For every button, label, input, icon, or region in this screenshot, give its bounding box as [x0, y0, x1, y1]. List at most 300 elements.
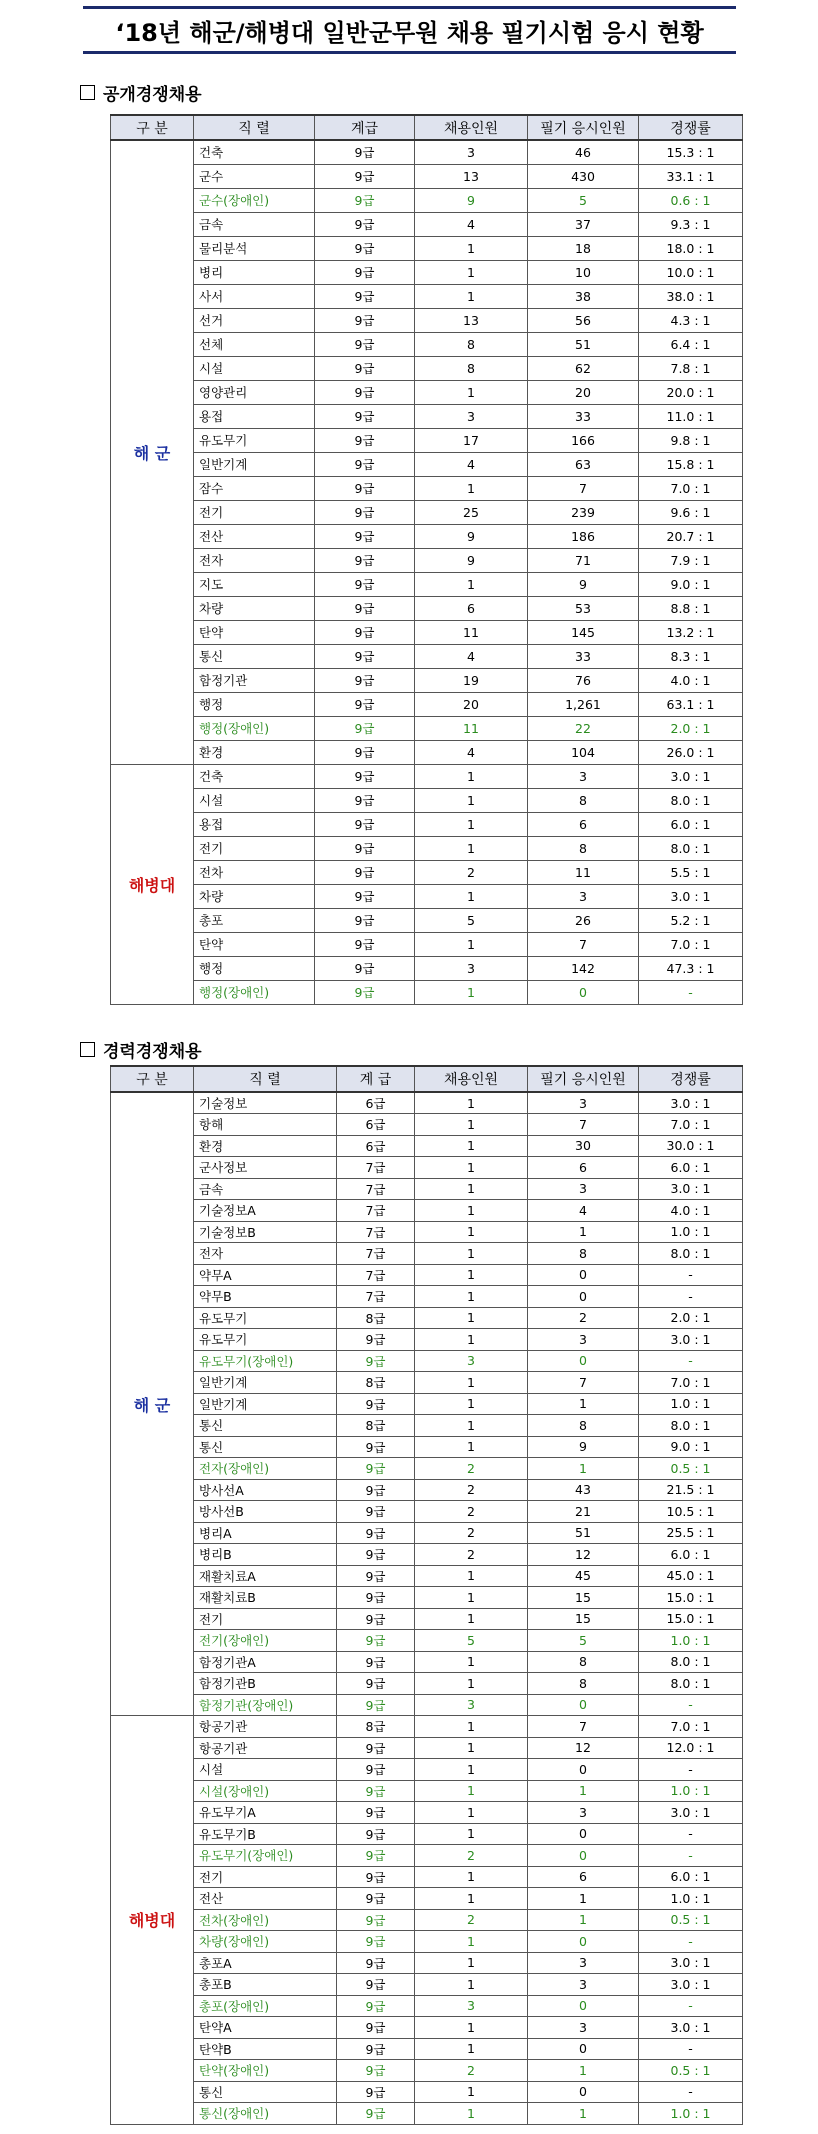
competition-ratio-cell: -	[639, 1350, 743, 1372]
hire-count-cell: 13	[415, 164, 528, 188]
hire-count-cell: 1	[415, 812, 528, 836]
hire-count-cell: 1	[415, 1221, 528, 1243]
grade-cell: 9급	[315, 356, 415, 380]
table-row	[111, 1716, 743, 1738]
competition-ratio-cell: 3.0 : 1	[639, 1329, 743, 1351]
table-row	[111, 1565, 743, 1587]
job-cell: 시설	[194, 356, 315, 380]
column-header: 필기 응시인원	[528, 1066, 639, 1092]
job-cell: 기술정보B	[194, 1221, 337, 1243]
table-row	[111, 524, 743, 548]
grade-cell: 9급	[337, 1651, 415, 1673]
table-row	[111, 1608, 743, 1630]
table-row	[111, 1694, 743, 1716]
competition-ratio-cell: 6.4 : 1	[639, 332, 743, 356]
grade-cell: 9급	[315, 524, 415, 548]
job-cell: 군수	[194, 164, 315, 188]
competition-ratio-cell: 8.0 : 1	[639, 836, 743, 860]
applicant-count-cell: 430	[528, 164, 639, 188]
table-row	[111, 716, 743, 740]
applicant-count-cell: 0	[528, 1931, 639, 1953]
hire-count-cell: 9	[415, 548, 528, 572]
table-row	[111, 1952, 743, 1974]
applicant-count-cell: 0	[528, 1350, 639, 1372]
table-row	[111, 1759, 743, 1781]
hire-count-cell: 1	[415, 284, 528, 308]
grade-cell: 9급	[337, 2038, 415, 2060]
competition-ratio-cell: 33.1 : 1	[639, 164, 743, 188]
table-row	[111, 452, 743, 476]
job-cell: 전기	[194, 500, 315, 524]
grade-cell: 9급	[315, 596, 415, 620]
competition-ratio-cell: 5.2 : 1	[639, 908, 743, 932]
applicant-count-cell: 10	[528, 260, 639, 284]
hire-count-cell: 9	[415, 524, 528, 548]
hire-count-cell: 1	[415, 1823, 528, 1845]
applicant-count-cell: 9	[528, 1436, 639, 1458]
applicant-count-cell: 3	[528, 1974, 639, 1996]
applicant-count-cell: 4	[528, 1200, 639, 1222]
table-row	[111, 1544, 743, 1566]
competition-ratio-cell: 4.0 : 1	[639, 668, 743, 692]
table-row	[111, 1243, 743, 1265]
table-row	[111, 644, 743, 668]
job-cell: 시설(장애인)	[194, 1780, 337, 1802]
applicant-count-cell: 104	[528, 740, 639, 764]
grade-cell: 9급	[337, 1909, 415, 1931]
table-row	[111, 908, 743, 932]
job-cell: 차량	[194, 884, 315, 908]
hire-count-cell: 1	[415, 980, 528, 1004]
table-row	[111, 548, 743, 572]
grade-cell: 9급	[315, 548, 415, 572]
applicant-count-cell: 37	[528, 212, 639, 236]
hire-count-cell: 6	[415, 596, 528, 620]
grade-cell: 9급	[315, 980, 415, 1004]
competition-ratio-cell: 18.0 : 1	[639, 236, 743, 260]
job-cell: 전차(장애인)	[194, 1909, 337, 1931]
grade-cell: 9급	[337, 2017, 415, 2039]
applicant-count-cell: 3	[528, 764, 639, 788]
applicant-count-cell: 142	[528, 956, 639, 980]
hire-count-cell: 1	[415, 380, 528, 404]
applicant-count-cell: 6	[528, 812, 639, 836]
table-row	[111, 1780, 743, 1802]
applicant-count-cell: 8	[528, 1651, 639, 1673]
competition-ratio-cell: 10.5 : 1	[639, 1501, 743, 1523]
hire-count-cell: 1	[415, 236, 528, 260]
job-cell: 유도무기A	[194, 1802, 337, 1824]
grade-cell: 9급	[337, 1608, 415, 1630]
table-row	[111, 1845, 743, 1867]
competition-ratio-cell: 1.0 : 1	[639, 1888, 743, 1910]
hire-count-cell: 3	[415, 140, 528, 164]
competition-ratio-cell: 0.5 : 1	[639, 1909, 743, 1931]
column-header: 구 분	[111, 115, 194, 140]
applicant-count-cell: 186	[528, 524, 639, 548]
applicant-count-cell: 56	[528, 308, 639, 332]
grade-cell: 7급	[337, 1286, 415, 1308]
job-cell: 항공기관	[194, 1716, 337, 1738]
grade-cell: 9급	[337, 1974, 415, 1996]
grade-cell: 9급	[337, 1952, 415, 1974]
applicant-count-cell: 0	[528, 980, 639, 1004]
applicant-count-cell: 51	[528, 332, 639, 356]
grade-cell: 9급	[315, 380, 415, 404]
job-cell: 전자	[194, 1243, 337, 1265]
job-cell: 함정기관(장애인)	[194, 1694, 337, 1716]
applicant-count-cell: 0	[528, 1264, 639, 1286]
group-cell: 해병대	[111, 764, 194, 1004]
column-header: 계급	[315, 115, 415, 140]
table-row	[111, 2081, 743, 2103]
job-cell: 재활치료A	[194, 1565, 337, 1587]
table-row	[111, 404, 743, 428]
job-cell: 물리분석	[194, 236, 315, 260]
hire-count-cell: 4	[415, 212, 528, 236]
table-row	[111, 2060, 743, 2082]
hire-count-cell: 2	[415, 1501, 528, 1523]
competition-ratio-cell: 47.3 : 1	[639, 956, 743, 980]
job-cell: 기술정보	[194, 1092, 337, 1114]
section2-heading-text: 경력경쟁채용	[103, 1042, 202, 1062]
applicant-count-cell: 33	[528, 404, 639, 428]
column-header: 계 급	[337, 1066, 415, 1092]
hire-count-cell: 1	[415, 1737, 528, 1759]
grade-cell: 9급	[337, 2103, 415, 2125]
applicant-count-cell: 8	[528, 1415, 639, 1437]
competition-ratio-cell: 3.0 : 1	[639, 2017, 743, 2039]
grade-cell: 9급	[315, 836, 415, 860]
hire-count-cell: 20	[415, 692, 528, 716]
table-row	[111, 1329, 743, 1351]
hire-count-cell: 1	[415, 1587, 528, 1609]
table-row	[111, 1974, 743, 1996]
job-cell: 잠수	[194, 476, 315, 500]
table-row	[111, 1737, 743, 1759]
competition-ratio-cell: 13.2 : 1	[639, 620, 743, 644]
competition-ratio-cell: 7.0 : 1	[639, 1372, 743, 1394]
competition-ratio-cell: -	[639, 1264, 743, 1286]
competition-ratio-cell: 3.0 : 1	[639, 764, 743, 788]
column-header: 채용인원	[415, 115, 528, 140]
job-cell: 차량(장애인)	[194, 1931, 337, 1953]
job-cell: 통신	[194, 2081, 337, 2103]
grade-cell: 9급	[337, 1350, 415, 1372]
applicant-count-cell: 7	[528, 476, 639, 500]
grade-cell: 8급	[337, 1716, 415, 1738]
hire-count-cell: 1	[415, 260, 528, 284]
applicant-count-cell: 0	[528, 1823, 639, 1845]
hire-count-cell: 8	[415, 356, 528, 380]
applicant-count-cell: 33	[528, 644, 639, 668]
grade-cell: 9급	[315, 740, 415, 764]
grade-cell: 8급	[337, 1307, 415, 1329]
job-cell: 전자	[194, 548, 315, 572]
job-cell: 항해	[194, 1114, 337, 1136]
grade-cell: 9급	[315, 908, 415, 932]
table-row	[111, 1479, 743, 1501]
applicant-count-cell: 1	[528, 2060, 639, 2082]
hire-count-cell: 17	[415, 428, 528, 452]
competition-ratio-cell: 2.0 : 1	[639, 1307, 743, 1329]
applicant-count-cell: 239	[528, 500, 639, 524]
grade-cell: 9급	[315, 332, 415, 356]
hire-count-cell: 1	[415, 1264, 528, 1286]
hire-count-cell: 1	[415, 1178, 528, 1200]
job-cell: 탄약A	[194, 2017, 337, 2039]
hire-count-cell: 1	[415, 2017, 528, 2039]
competition-ratio-cell: 15.0 : 1	[639, 1608, 743, 1630]
table-row	[111, 500, 743, 524]
table-row	[111, 428, 743, 452]
competition-ratio-cell: 38.0 : 1	[639, 284, 743, 308]
table-row	[111, 1436, 743, 1458]
table-header-row	[111, 115, 743, 140]
applicant-count-cell: 7	[528, 932, 639, 956]
competition-ratio-cell: 0.5 : 1	[639, 2060, 743, 2082]
competition-ratio-cell: 25.5 : 1	[639, 1522, 743, 1544]
section1-heading	[80, 80, 202, 105]
job-cell: 시설	[194, 788, 315, 812]
table-row	[111, 140, 743, 164]
grade-cell: 9급	[315, 884, 415, 908]
hire-count-cell: 2	[415, 1909, 528, 1931]
grade-cell: 9급	[337, 1888, 415, 1910]
hire-count-cell: 1	[415, 1716, 528, 1738]
grade-cell: 9급	[315, 932, 415, 956]
hire-count-cell: 4	[415, 452, 528, 476]
table-row	[111, 164, 743, 188]
applicant-count-cell: 8	[528, 788, 639, 812]
competition-ratio-cell: 8.8 : 1	[639, 596, 743, 620]
competition-ratio-cell: 7.0 : 1	[639, 1114, 743, 1136]
section1-heading-text: 공개경쟁채용	[103, 85, 202, 105]
competition-ratio-cell: 9.8 : 1	[639, 428, 743, 452]
table-row	[111, 932, 743, 956]
hire-count-cell: 1	[415, 1092, 528, 1114]
competition-ratio-cell: 3.0 : 1	[639, 1974, 743, 1996]
table-row	[111, 740, 743, 764]
square-bullet-icon	[80, 85, 95, 100]
table-row	[111, 1522, 743, 1544]
table-row	[111, 788, 743, 812]
competition-ratio-cell: -	[639, 1286, 743, 1308]
table-row	[111, 980, 743, 1004]
applicant-count-cell: 71	[528, 548, 639, 572]
table-row	[111, 332, 743, 356]
competition-ratio-cell: 3.0 : 1	[639, 1952, 743, 1974]
applicant-count-cell: 43	[528, 1479, 639, 1501]
applicant-count-cell: 1	[528, 1458, 639, 1480]
applicant-count-cell: 0	[528, 1286, 639, 1308]
job-cell: 차량	[194, 596, 315, 620]
job-cell: 행정(장애인)	[194, 980, 315, 1004]
competition-ratio-cell: 4.3 : 1	[639, 308, 743, 332]
career-competition-table	[110, 1065, 743, 2125]
job-cell: 탄약(장애인)	[194, 2060, 337, 2082]
applicant-count-cell: 63	[528, 452, 639, 476]
hire-count-cell: 3	[415, 1350, 528, 1372]
group-cell: 해병대	[111, 1716, 194, 2125]
job-cell: 유도무기B	[194, 1823, 337, 1845]
job-cell: 통신	[194, 1436, 337, 1458]
competition-ratio-cell: 1.0 : 1	[639, 1630, 743, 1652]
competition-ratio-cell: 6.0 : 1	[639, 812, 743, 836]
grade-cell: 9급	[315, 428, 415, 452]
competition-ratio-cell: 15.3 : 1	[639, 140, 743, 164]
table-row	[111, 476, 743, 500]
table-row	[111, 836, 743, 860]
job-cell: 선체	[194, 332, 315, 356]
job-cell: 기술정보A	[194, 1200, 337, 1222]
grade-cell: 9급	[337, 1458, 415, 1480]
grade-cell: 9급	[337, 2081, 415, 2103]
table-row	[111, 2103, 743, 2125]
competition-ratio-cell: 7.0 : 1	[639, 476, 743, 500]
table-row	[111, 260, 743, 284]
competition-ratio-cell: -	[639, 1694, 743, 1716]
column-header: 채용인원	[415, 1066, 528, 1092]
table-row	[111, 956, 743, 980]
hire-count-cell: 3	[415, 1694, 528, 1716]
grade-cell: 9급	[315, 692, 415, 716]
hire-count-cell: 1	[415, 476, 528, 500]
job-cell: 탄약	[194, 620, 315, 644]
table-row	[111, 692, 743, 716]
applicant-count-cell: 1	[528, 1393, 639, 1415]
job-cell: 환경	[194, 1135, 337, 1157]
applicant-count-cell: 7	[528, 1716, 639, 1738]
grade-cell: 9급	[315, 212, 415, 236]
hire-count-cell: 1	[415, 764, 528, 788]
table-row	[111, 668, 743, 692]
column-header: 경쟁률	[639, 115, 743, 140]
hire-count-cell: 1	[415, 1866, 528, 1888]
job-cell: 선거	[194, 308, 315, 332]
job-cell: 총포A	[194, 1952, 337, 1974]
competition-ratio-cell: -	[639, 1845, 743, 1867]
table-row	[111, 1350, 743, 1372]
job-cell: 행정(장애인)	[194, 716, 315, 740]
title-banner	[83, 6, 736, 54]
table-row	[111, 1888, 743, 1910]
table-row	[111, 1200, 743, 1222]
competition-ratio-cell: -	[639, 1931, 743, 1953]
hire-count-cell: 1	[415, 932, 528, 956]
job-cell: 전기	[194, 1866, 337, 1888]
competition-ratio-cell: 6.0 : 1	[639, 1157, 743, 1179]
applicant-count-cell: 1	[528, 1780, 639, 1802]
competition-ratio-cell: -	[639, 1759, 743, 1781]
hire-count-cell: 1	[415, 1436, 528, 1458]
hire-count-cell: 4	[415, 740, 528, 764]
hire-count-cell: 25	[415, 500, 528, 524]
competition-ratio-cell: 3.0 : 1	[639, 1178, 743, 1200]
grade-cell: 9급	[315, 620, 415, 644]
competition-ratio-cell: 12.0 : 1	[639, 1737, 743, 1759]
job-cell: 유도무기(장애인)	[194, 1350, 337, 1372]
competition-ratio-cell: 63.1 : 1	[639, 692, 743, 716]
hire-count-cell: 1	[415, 1565, 528, 1587]
hire-count-cell: 1	[415, 1802, 528, 1824]
grade-cell: 9급	[337, 1522, 415, 1544]
applicant-count-cell: 3	[528, 1178, 639, 1200]
grade-cell: 9급	[315, 260, 415, 284]
applicant-count-cell: 12	[528, 1737, 639, 1759]
grade-cell: 9급	[337, 1802, 415, 1824]
table-row	[111, 884, 743, 908]
competition-ratio-cell: 20.7 : 1	[639, 524, 743, 548]
competition-ratio-cell: 1.0 : 1	[639, 1393, 743, 1415]
competition-ratio-cell: 7.0 : 1	[639, 1716, 743, 1738]
competition-ratio-cell: 2.0 : 1	[639, 716, 743, 740]
competition-ratio-cell: -	[639, 1995, 743, 2017]
applicant-count-cell: 0	[528, 1694, 639, 1716]
grade-cell: 9급	[337, 1630, 415, 1652]
competition-ratio-cell: 8.0 : 1	[639, 1415, 743, 1437]
table-header-row	[111, 1066, 743, 1092]
table-row	[111, 1114, 743, 1136]
grade-cell: 9급	[315, 668, 415, 692]
competition-ratio-cell: 11.0 : 1	[639, 404, 743, 428]
grade-cell: 9급	[315, 860, 415, 884]
table-row	[111, 812, 743, 836]
job-cell: 함정기관	[194, 668, 315, 692]
hire-count-cell: 1	[415, 1931, 528, 1953]
grade-cell: 9급	[315, 500, 415, 524]
hire-count-cell: 1	[415, 1952, 528, 1974]
hire-count-cell: 1	[415, 1415, 528, 1437]
table-row	[111, 284, 743, 308]
job-cell: 전산	[194, 524, 315, 548]
hire-count-cell: 1	[415, 1759, 528, 1781]
hire-count-cell: 8	[415, 332, 528, 356]
grade-cell: 9급	[315, 140, 415, 164]
grade-cell: 7급	[337, 1178, 415, 1200]
hire-count-cell: 1	[415, 1135, 528, 1157]
job-cell: 항공기관	[194, 1737, 337, 1759]
applicant-count-cell: 53	[528, 596, 639, 620]
job-cell: 병리A	[194, 1522, 337, 1544]
table-row	[111, 1501, 743, 1523]
table-row	[111, 1264, 743, 1286]
hire-count-cell: 11	[415, 716, 528, 740]
applicant-count-cell: 11	[528, 860, 639, 884]
hire-count-cell: 1	[415, 572, 528, 596]
table-row	[111, 1630, 743, 1652]
job-cell: 방사선A	[194, 1479, 337, 1501]
table-row	[111, 2038, 743, 2060]
applicant-count-cell: 5	[528, 1630, 639, 1652]
job-cell: 전차	[194, 860, 315, 884]
table-row	[111, 1823, 743, 1845]
job-cell: 유도무기	[194, 428, 315, 452]
hire-count-cell: 1	[415, 1888, 528, 1910]
competition-ratio-cell: 3.0 : 1	[639, 884, 743, 908]
applicant-count-cell: 38	[528, 284, 639, 308]
hire-count-cell: 2	[415, 1544, 528, 1566]
job-cell: 건축	[194, 764, 315, 788]
table-row	[111, 1221, 743, 1243]
applicant-count-cell: 7	[528, 1114, 639, 1136]
table-row	[111, 308, 743, 332]
job-cell: 건축	[194, 140, 315, 164]
hire-count-cell: 1	[415, 1243, 528, 1265]
grade-cell: 9급	[315, 404, 415, 428]
competition-ratio-cell: 3.0 : 1	[639, 1092, 743, 1114]
grade-cell: 9급	[337, 1436, 415, 1458]
